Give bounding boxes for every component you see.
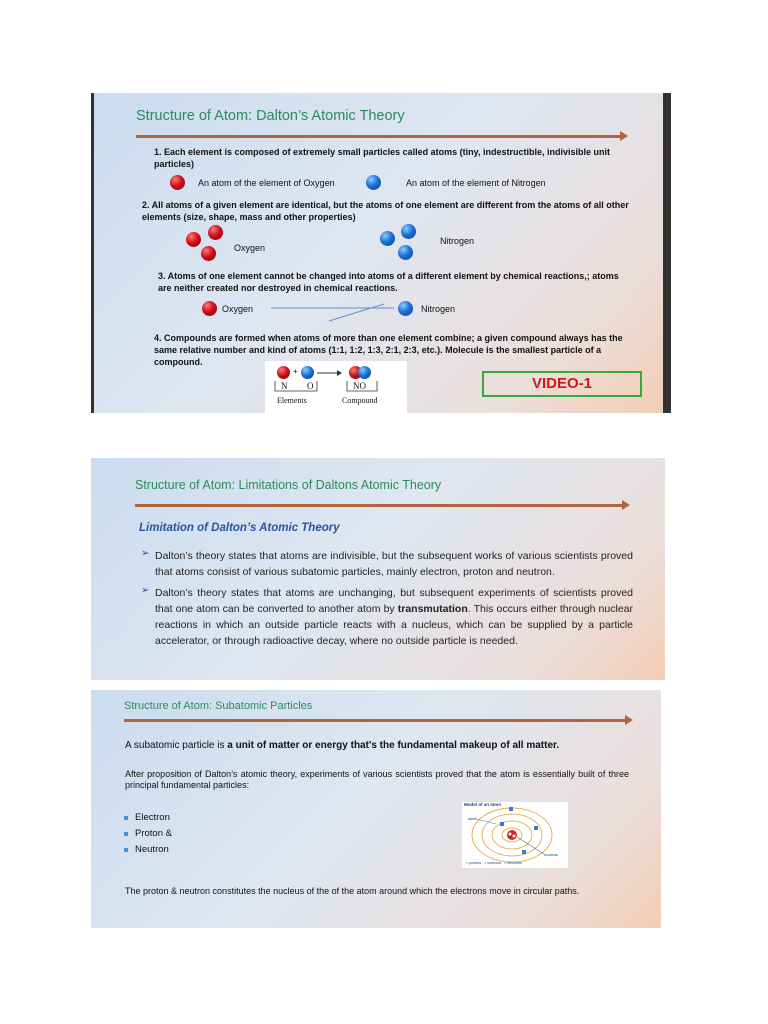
slide-subtitle: Limitation of Dalton’s Atomic Theory xyxy=(139,522,340,534)
point-4: 4. Compounds are formed when atoms of more than one element combine; a given compound always has the same relative number and kind of atoms (1:1, 1:2, 1:3, 2:1, 2:3, etc.). Molecule is the smallest particle of a compound. xyxy=(154,333,623,367)
title-underline-arrow xyxy=(136,135,623,138)
atom-model-image xyxy=(462,802,568,868)
intro-bold: a unit of matter or energy that's the fundamental makeup of all matter. xyxy=(227,740,560,751)
oxygen-element-icon xyxy=(301,366,314,379)
eq-n: N xyxy=(281,381,288,391)
model-title: Model of an atom xyxy=(464,802,501,807)
transmutation-term: transmutation xyxy=(397,603,468,615)
plus-sign: + xyxy=(293,367,298,376)
nitrogen-atom-icon xyxy=(366,175,381,190)
eq-o: O xyxy=(307,381,314,391)
oxygen-group-label: Oxygen xyxy=(234,243,266,253)
slide-dalton-theory xyxy=(91,93,671,413)
particle-electron: Electron xyxy=(135,812,170,823)
bracket-lines xyxy=(273,379,383,394)
nitrogen-atom-label: An atom of the element of Nitrogen xyxy=(406,178,546,188)
proposition-paragraph: After proposition of Dalton’s atomic theory, experiments of various scientists proved that the atom is essentially built of three principal fundamental particles: xyxy=(125,769,629,790)
limitation-2-rest: . This occurs either through nuclear reactions in which an outside particle reacts with a nucleus, which can be supplied by a particle accelerator, or through radioactive decay, where no outside particle is needed. xyxy=(155,603,633,647)
bullet-square-icon xyxy=(124,832,128,836)
title-underline-arrow xyxy=(124,719,628,722)
closing-paragraph: The proton & neutron constitutes the nucleus of the of the atom around which the electrons move in circular paths. xyxy=(125,886,580,896)
nitrogen-element-icon xyxy=(277,366,290,379)
point-1: 1. Each element is composed of extremely small particles called atoms (tiny, indestructible, indivisible unit particles) xyxy=(154,147,610,169)
slide-subatomic-particles xyxy=(91,690,661,928)
intro-normal: A subatomic particle is xyxy=(125,740,228,751)
compound-diagram xyxy=(265,361,407,413)
slide-dalton-limitations xyxy=(91,458,665,680)
bullet-square-icon xyxy=(124,848,128,852)
bullet-arrow-icon: ➢ xyxy=(141,548,150,559)
nitrogen-atom-icon xyxy=(401,224,416,239)
eq-no: NO xyxy=(353,381,366,391)
slide-title: Structure of Atom: Subatomic Particles xyxy=(124,700,313,712)
intro-text xyxy=(125,740,629,751)
transmutation-arrow-icon xyxy=(269,298,399,323)
model-shell-label: shell xyxy=(468,816,477,821)
point-3: 3. Atoms of one element cannot be changed into atoms of a different element by chemical reactions,; atoms are neither created nor destroyed in chemical reactions. xyxy=(158,271,619,293)
oxygen-atom-label: An atom of the element of Oxygen xyxy=(198,178,335,188)
molecule-atom-icon xyxy=(358,366,371,379)
slide-title: Structure of Atom: Dalton’s Atomic Theory xyxy=(136,108,405,124)
atom-orbit-icon xyxy=(462,802,568,868)
bullet-arrow-icon: ➢ xyxy=(141,585,150,596)
point-2: 2. All atoms of a given element are identical, but the atoms of one element are different from the atoms of all other elements (size, shape, mass and other properties) xyxy=(142,200,629,222)
particle-proton: Proton & xyxy=(135,828,172,839)
oxygen-atom-icon xyxy=(170,175,185,190)
oxygen-atom-icon xyxy=(208,225,223,240)
bullet-square-icon xyxy=(124,816,128,820)
reaction-arrow-icon xyxy=(317,369,343,377)
model-legend: = protons = neutrons = electrons xyxy=(466,861,522,865)
oxygen-atom-icon xyxy=(186,232,201,247)
compound-label: Compound xyxy=(342,396,378,405)
particle-neutron: Neutron xyxy=(135,844,169,855)
oxygen-atom-icon xyxy=(201,246,216,261)
nitrogen-atom-icon xyxy=(380,231,395,246)
oxygen-atom-icon xyxy=(202,301,217,316)
oxygen-label-2: Oxygen xyxy=(222,304,254,314)
limitation-1: Dalton’s theory states that atoms are indivisible, but the subsequent works of various scientists proved that atoms consist of various subatomic particles, mainly electron, proton and neutron. xyxy=(155,550,633,578)
nitrogen-atom-icon xyxy=(398,245,413,260)
slide-title: Structure of Atom: Limitations of Daltons Atomic Theory xyxy=(135,478,442,492)
nitrogen-atom-icon xyxy=(398,301,413,316)
nitrogen-group-label: Nitrogen xyxy=(440,236,475,246)
limitation-2 xyxy=(155,585,633,649)
model-nucleus-label: nucleus xyxy=(544,852,558,857)
video-1-button[interactable]: VIDEO-1 xyxy=(482,371,642,397)
nitrogen-label-2: Nitrogen xyxy=(421,304,456,314)
elements-label: Elements xyxy=(277,396,307,405)
limitation-2-text: Dalton’s theory states that atoms are unchanging, but subsequent experiments of scientists proved that one atom can be converted to another atom by xyxy=(155,587,633,615)
title-underline-arrow xyxy=(135,504,625,507)
